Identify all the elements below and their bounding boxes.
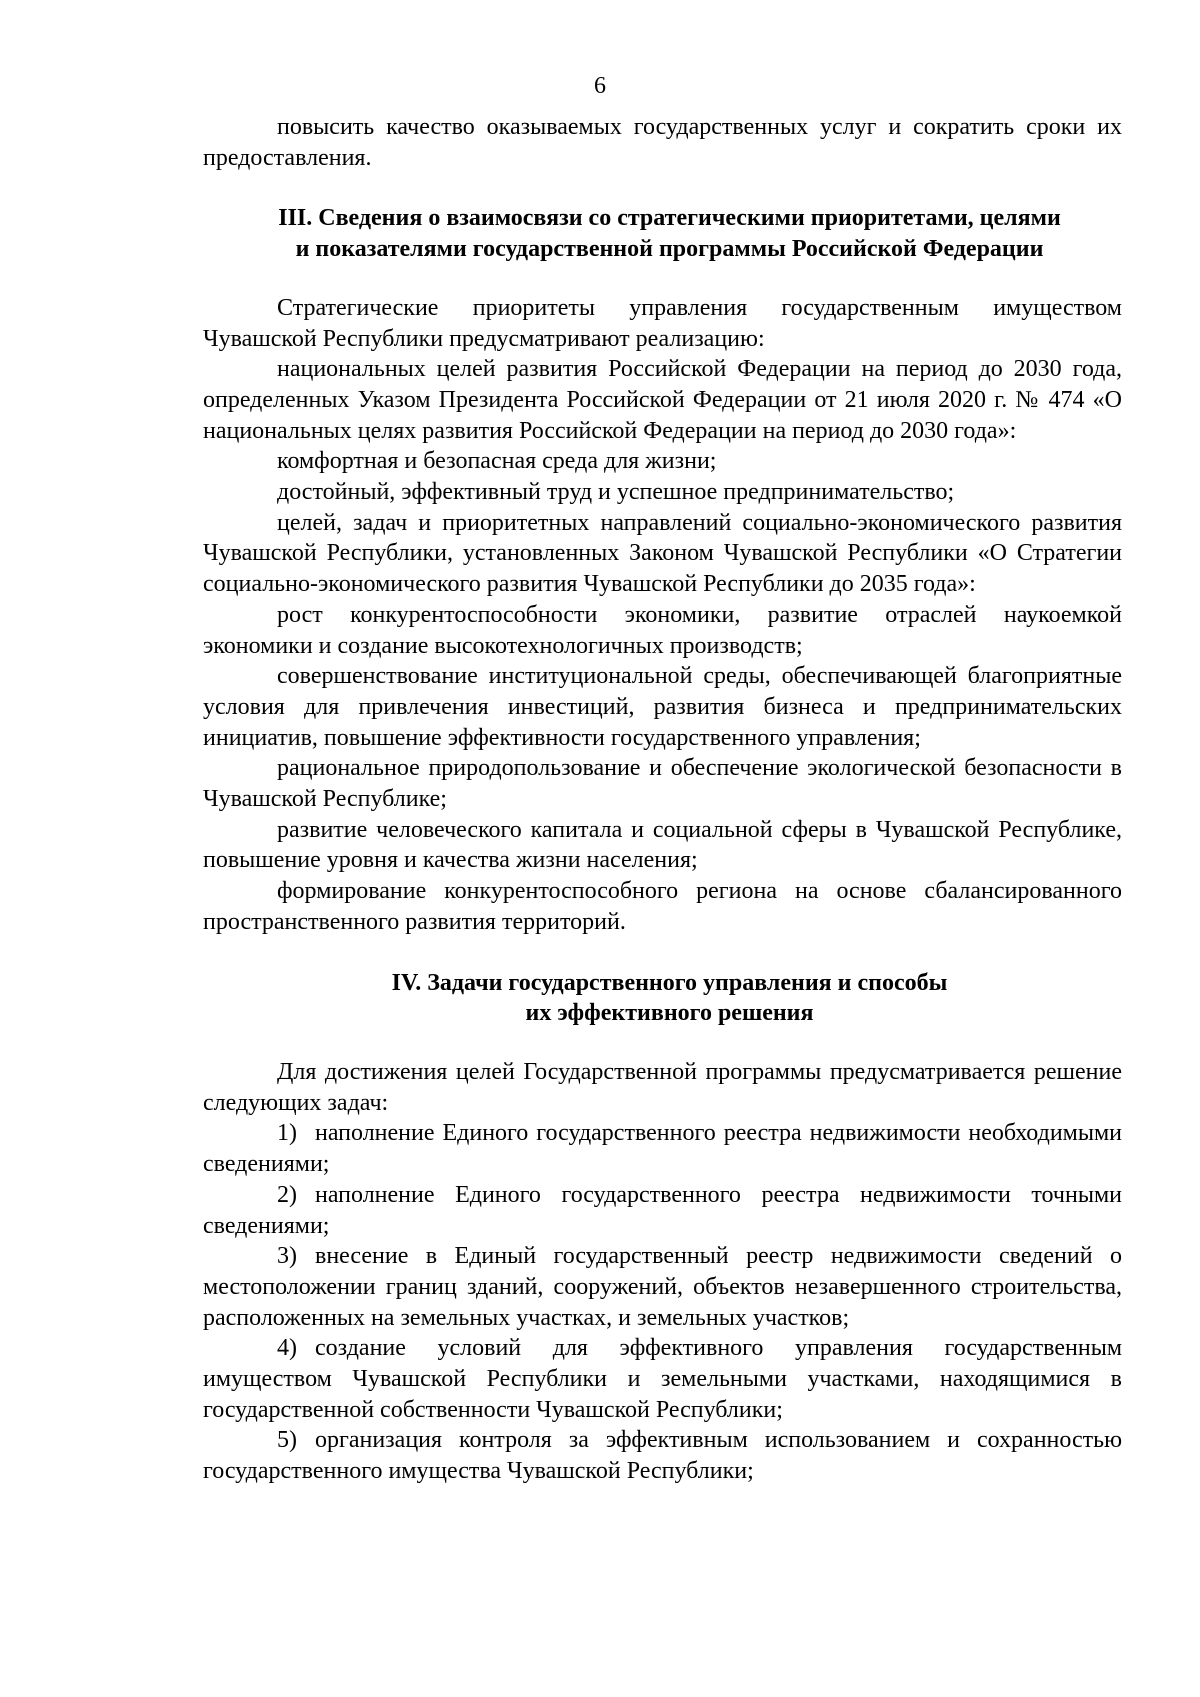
task-text: организация контроля за эффективным использованием и сохранностью государственного имущества Чувашской Республики; bbox=[203, 1427, 1122, 1485]
section3-paragraph: рациональное природопользование и обеспечение экологической безопасности в Чувашской Республике; bbox=[203, 755, 1122, 813]
section3-paragraph: достойный, эффективный труд и успешное предпринимательство; bbox=[277, 479, 955, 506]
section3-paragraph: Стратегические приоритеты управления государственным имуществом Чувашской Республики предусматривают реализацию: bbox=[203, 294, 1122, 352]
section3-paragraph: целей, задач и приоритетных направлений социально-экономического развития Чувашской Республики, установленных Законом Чувашской Республики «О Стратегии социально-экономического развития Чувашской Республики до 2035 года»: bbox=[203, 509, 1122, 598]
section4-heading-line2: их эффективного решения bbox=[525, 1000, 814, 1027]
intro-paragraph: повысить качество оказываемых государственных услуг и сократить сроки их предоставления. bbox=[203, 114, 1122, 171]
task-number: 2) bbox=[277, 1181, 297, 1208]
task-text: наполнение Единого государственного реестра недвижимости необходимыми сведениями; bbox=[203, 1120, 1122, 1178]
section4-heading-line1: IV. Задачи государственного управления и способы bbox=[391, 969, 948, 996]
section3-heading bbox=[203, 203, 1122, 264]
section3-heading-line2: и показателями государственной программы Российской Федерации bbox=[295, 236, 1044, 263]
section3-paragraph: комфортная и безопасная среда для жизни; bbox=[277, 448, 717, 475]
task-text: создание условий для эффективного управления государственным имуществом Чувашской Республики и земельными участками, находящимися в государственной собственности Чувашской Республики; bbox=[203, 1335, 1122, 1423]
task-list-item bbox=[203, 1180, 1122, 1241]
section3-paragraph: развитие человеческого капитала и социальной сферы в Чувашской Республике, повышение уровня и качества жизни населения; bbox=[203, 816, 1122, 874]
section3-paragraph: рост конкурентоспособности экономики, развитие отраслей наукоемкой экономики и создание высокотехнологичных производств; bbox=[203, 601, 1122, 659]
section4-intro: Для достижения целей Государственной программы предусматривается решение следующих задач: bbox=[203, 1058, 1122, 1116]
task-number: 3) bbox=[277, 1243, 297, 1270]
task-number: 1) bbox=[277, 1120, 297, 1147]
page-number: 6 bbox=[594, 73, 606, 99]
task-number: 4) bbox=[277, 1335, 297, 1362]
task-number: 5) bbox=[277, 1427, 297, 1454]
section3-paragraph: формирование конкурентоспособного региона на основе сбалансированного пространственного развития территорий. bbox=[203, 878, 1122, 935]
document-body bbox=[203, 112, 1122, 1487]
section3-paragraph: совершенствование институциональной среды, обеспечивающей благоприятные условия для привлечения инвестиций, развития бизнеса и предпринимательских инициатив, повышение эффективности государственного управления; bbox=[203, 663, 1122, 751]
task-text: внесение в Единый государственный реестр недвижимости сведений о местоположении границ зданий, сооружений, объектов незавершенного строительства, расположенных на земельных участках, и земельных участков; bbox=[203, 1243, 1122, 1331]
task-list-item bbox=[203, 1241, 1122, 1333]
task-list-item bbox=[203, 1118, 1122, 1179]
section3-paragraph: национальных целей развития Российской Федерации на период до 2030 года, определенных Указом Президента Российской Федерации от 21 июля 2020 г. № 474 «О национальных целях развития Российской Федерации на период до 2030 года»: bbox=[203, 356, 1122, 444]
section4-heading bbox=[203, 968, 1122, 1029]
task-list-item bbox=[203, 1425, 1122, 1486]
section3-heading-line1: III. Сведения о взаимосвязи со стратегическими приоритетами, целями bbox=[278, 205, 1061, 232]
task-text: наполнение Единого государственного реестра недвижимости точными сведениями; bbox=[203, 1181, 1122, 1239]
task-list-item bbox=[203, 1333, 1122, 1425]
